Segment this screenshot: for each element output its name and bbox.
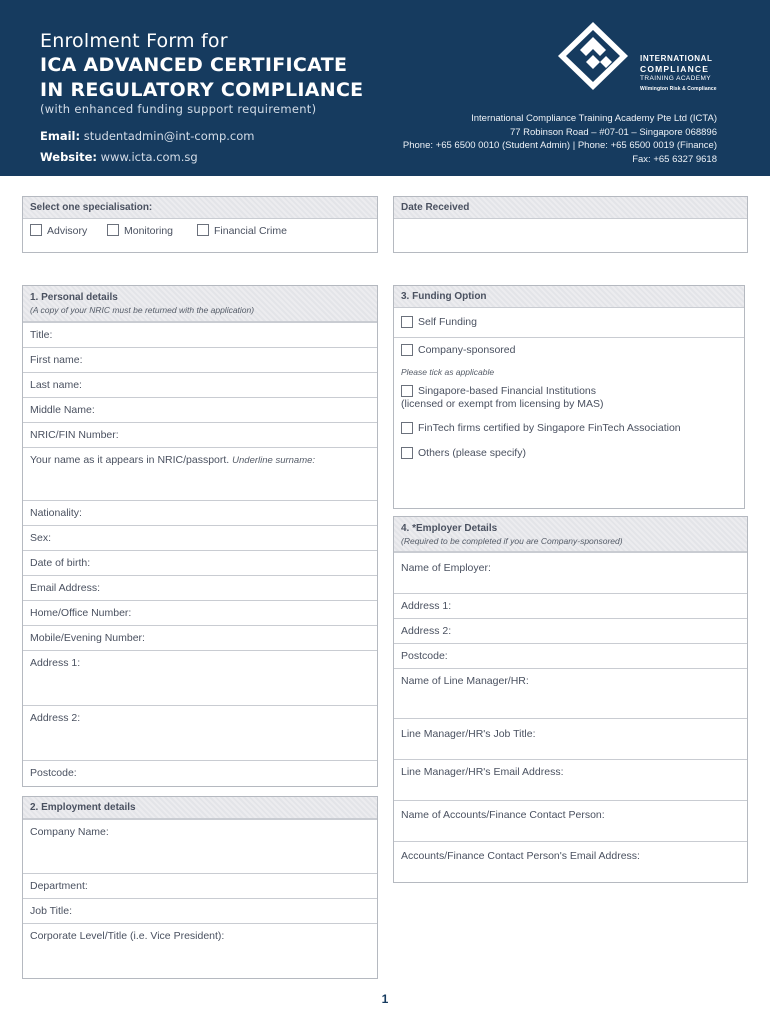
field-last-name-label: Last name:: [30, 379, 82, 391]
form-title-line1: Enrolment Form for: [40, 30, 228, 52]
email-link[interactable]: studentadmin@int-comp.com: [83, 129, 255, 143]
form-title-line3: IN REGULATORY COMPLIANCE: [40, 79, 364, 101]
org-contact-block: [403, 112, 717, 166]
field-email-label: Email Address:: [30, 582, 101, 594]
field-employer-address2[interactable]: [394, 618, 747, 643]
option-advisory-label: Advisory: [47, 225, 88, 237]
option-fintech[interactable]: [401, 422, 681, 435]
field-employer-name-label: Name of Employer:: [401, 562, 491, 574]
personal-heading-text: 1. Personal details: [30, 292, 118, 303]
field-mobile-label: Mobile/Evening Number:: [30, 632, 145, 644]
option-sg-fi[interactable]: [401, 385, 604, 411]
form-title-line2: ICA ADVANCED CERTIFICATE: [40, 54, 348, 76]
field-postcode[interactable]: [23, 760, 377, 786]
contact-email: [40, 129, 254, 143]
option-monitoring[interactable]: [107, 225, 173, 237]
specialisation-box: [22, 196, 378, 253]
specialisation-heading: Select one specialisation:: [23, 197, 377, 219]
field-last-name[interactable]: [23, 372, 377, 397]
date-received-box: [393, 196, 748, 253]
field-sex[interactable]: [23, 525, 377, 550]
checkbox-icon[interactable]: [401, 422, 413, 434]
employer-heading: [394, 517, 747, 552]
field-line-manager[interactable]: [394, 668, 747, 718]
field-department[interactable]: [23, 873, 377, 898]
org-phone: Phone: +65 6500 0010 (Student Admin) | Phone: +65 6500 0019 (Finance): [402, 140, 717, 151]
field-dob-label: Date of birth:: [30, 557, 91, 569]
employer-heading-text: 4. *Employer Details: [401, 523, 498, 534]
field-nric[interactable]: [23, 422, 377, 447]
logo-line1: INTERNATIONAL: [640, 54, 713, 63]
funding-divider: [394, 337, 744, 338]
field-middle-name[interactable]: [23, 397, 377, 422]
field-finance-contact[interactable]: [394, 800, 747, 841]
icta-logo: [556, 20, 726, 92]
website-link[interactable]: www.icta.com.sg: [100, 150, 198, 164]
date-received-heading: Date Received: [394, 197, 747, 219]
logo-wordmark: [640, 54, 717, 94]
name-passport-note: Underline surname:: [232, 455, 316, 466]
field-address1-label: Address 1:: [30, 657, 81, 669]
field-line-manager-title[interactable]: [394, 718, 747, 759]
contact-website: [40, 150, 198, 164]
field-company-label: Company Name:: [30, 826, 109, 838]
field-address2[interactable]: [23, 705, 377, 760]
org-fax: Fax: +65 6327 9618: [632, 153, 717, 165]
field-company[interactable]: [23, 819, 377, 873]
field-line-manager-label: Name of Line Manager/HR:: [401, 675, 529, 687]
page-number: 1: [381, 992, 389, 1006]
field-email[interactable]: [23, 575, 377, 600]
personal-heading-note: (A copy of your NRIC must be returned with the application): [30, 305, 255, 315]
field-dob[interactable]: [23, 550, 377, 575]
field-home-office-label: Home/Office Number:: [30, 607, 132, 619]
field-first-name[interactable]: [23, 347, 377, 372]
option-financial-crime[interactable]: [197, 225, 287, 237]
field-employer-address1-label: Address 1:: [401, 600, 452, 612]
field-title-label: Title:: [30, 329, 53, 341]
org-name: International Compliance Training Academy Pte Ltd (ICTA): [471, 113, 717, 124]
field-mobile[interactable]: [23, 625, 377, 650]
sg-fi-note: (licensed or exempt from licensing by MAS): [401, 398, 604, 410]
field-postcode-label: Postcode:: [30, 767, 77, 779]
personal-details-box: [22, 285, 378, 787]
field-employer-postcode-label: Postcode:: [401, 650, 448, 662]
company-sponsored-label: Company-sponsored: [418, 344, 516, 356]
logo-diamond-icon: [556, 20, 630, 92]
logo-line3: TRAINING ACADEMY: [640, 75, 712, 82]
sg-fi-label: Singapore-based Financial Institutions: [418, 385, 597, 397]
logo-line4: Wilmington Risk & Compliance: [640, 86, 717, 92]
field-name-as-passport[interactable]: [23, 447, 377, 500]
funding-heading: 3. Funding Option: [394, 286, 744, 308]
org-address: 77 Robinson Road – #07-01 – Singapore 068896: [509, 126, 717, 138]
self-funding-label: Self Funding: [418, 316, 477, 328]
field-nric-label: NRIC/FIN Number:: [30, 429, 119, 441]
field-name-as-passport-label: [30, 454, 315, 466]
employment-details-box: [22, 796, 378, 979]
field-job-title[interactable]: [23, 898, 377, 923]
field-home-office[interactable]: [23, 600, 377, 625]
email-label: Email:: [40, 129, 81, 143]
others-label: Others (please specify): [418, 447, 526, 459]
checkbox-icon[interactable]: [107, 224, 119, 236]
funding-option-box: [393, 285, 745, 509]
field-finance-email-label: Accounts/Finance Contact Person's Email Address:: [401, 850, 640, 862]
field-employer-postcode[interactable]: [394, 643, 747, 668]
logo-line2: COMPLIANCE: [640, 64, 710, 74]
checkbox-icon[interactable]: [401, 447, 413, 459]
checkbox-icon[interactable]: [401, 344, 413, 356]
field-job-title-label: Job Title:: [30, 905, 73, 917]
checkbox-icon[interactable]: [197, 224, 209, 236]
field-line-manager-title-label: Line Manager/HR's Job Title:: [401, 728, 536, 740]
field-finance-email[interactable]: [394, 841, 747, 882]
fintech-label: FinTech firms certified by Singapore FinTech Association: [418, 422, 681, 434]
website-label: Website:: [40, 150, 97, 164]
field-department-label: Department:: [30, 880, 88, 892]
checkbox-icon[interactable]: [401, 385, 413, 397]
field-address2-label: Address 2:: [30, 712, 81, 724]
field-employer-name[interactable]: [394, 552, 747, 593]
form-subtitle: (with enhanced funding support requirement): [40, 102, 317, 116]
employment-heading: 2. Employment details: [23, 797, 377, 819]
header-banner: [0, 0, 770, 176]
field-middle-name-label: Middle Name:: [30, 404, 95, 416]
field-first-name-label: First name:: [30, 354, 83, 366]
field-nationality[interactable]: [23, 500, 377, 525]
employer-details-box: [393, 516, 748, 883]
option-self-funding[interactable]: [401, 316, 477, 329]
field-finance-contact-label: Name of Accounts/Finance Contact Person:: [401, 809, 605, 821]
option-financial-crime-label: Financial Crime: [214, 225, 287, 237]
field-address1[interactable]: [23, 650, 377, 705]
field-employer-address2-label: Address 2:: [401, 625, 452, 637]
option-advisory[interactable]: [30, 225, 87, 237]
option-company-sponsored[interactable]: [401, 344, 515, 357]
field-corporate-level-label: Corporate Level/Title (i.e. Vice President):: [30, 930, 225, 942]
field-corporate-level[interactable]: [23, 923, 377, 978]
checkbox-icon[interactable]: [30, 224, 42, 236]
employer-heading-note: (Required to be completed if you are Company-sponsored): [401, 536, 623, 546]
field-nationality-label: Nationality:: [30, 507, 82, 519]
field-line-manager-email-label: Line Manager/HR's Email Address:: [401, 766, 564, 778]
field-employer-address1[interactable]: [394, 593, 747, 618]
name-passport-text: Your name as it appears in NRIC/passport.: [30, 454, 230, 466]
checkbox-icon[interactable]: [401, 316, 413, 328]
field-line-manager-email[interactable]: [394, 759, 747, 800]
tick-note: Please tick as applicable: [401, 367, 495, 377]
field-title[interactable]: [23, 322, 377, 347]
personal-details-heading: [23, 286, 377, 322]
option-monitoring-label: Monitoring: [124, 225, 174, 237]
option-others[interactable]: [401, 447, 526, 460]
field-sex-label: Sex:: [30, 532, 52, 544]
